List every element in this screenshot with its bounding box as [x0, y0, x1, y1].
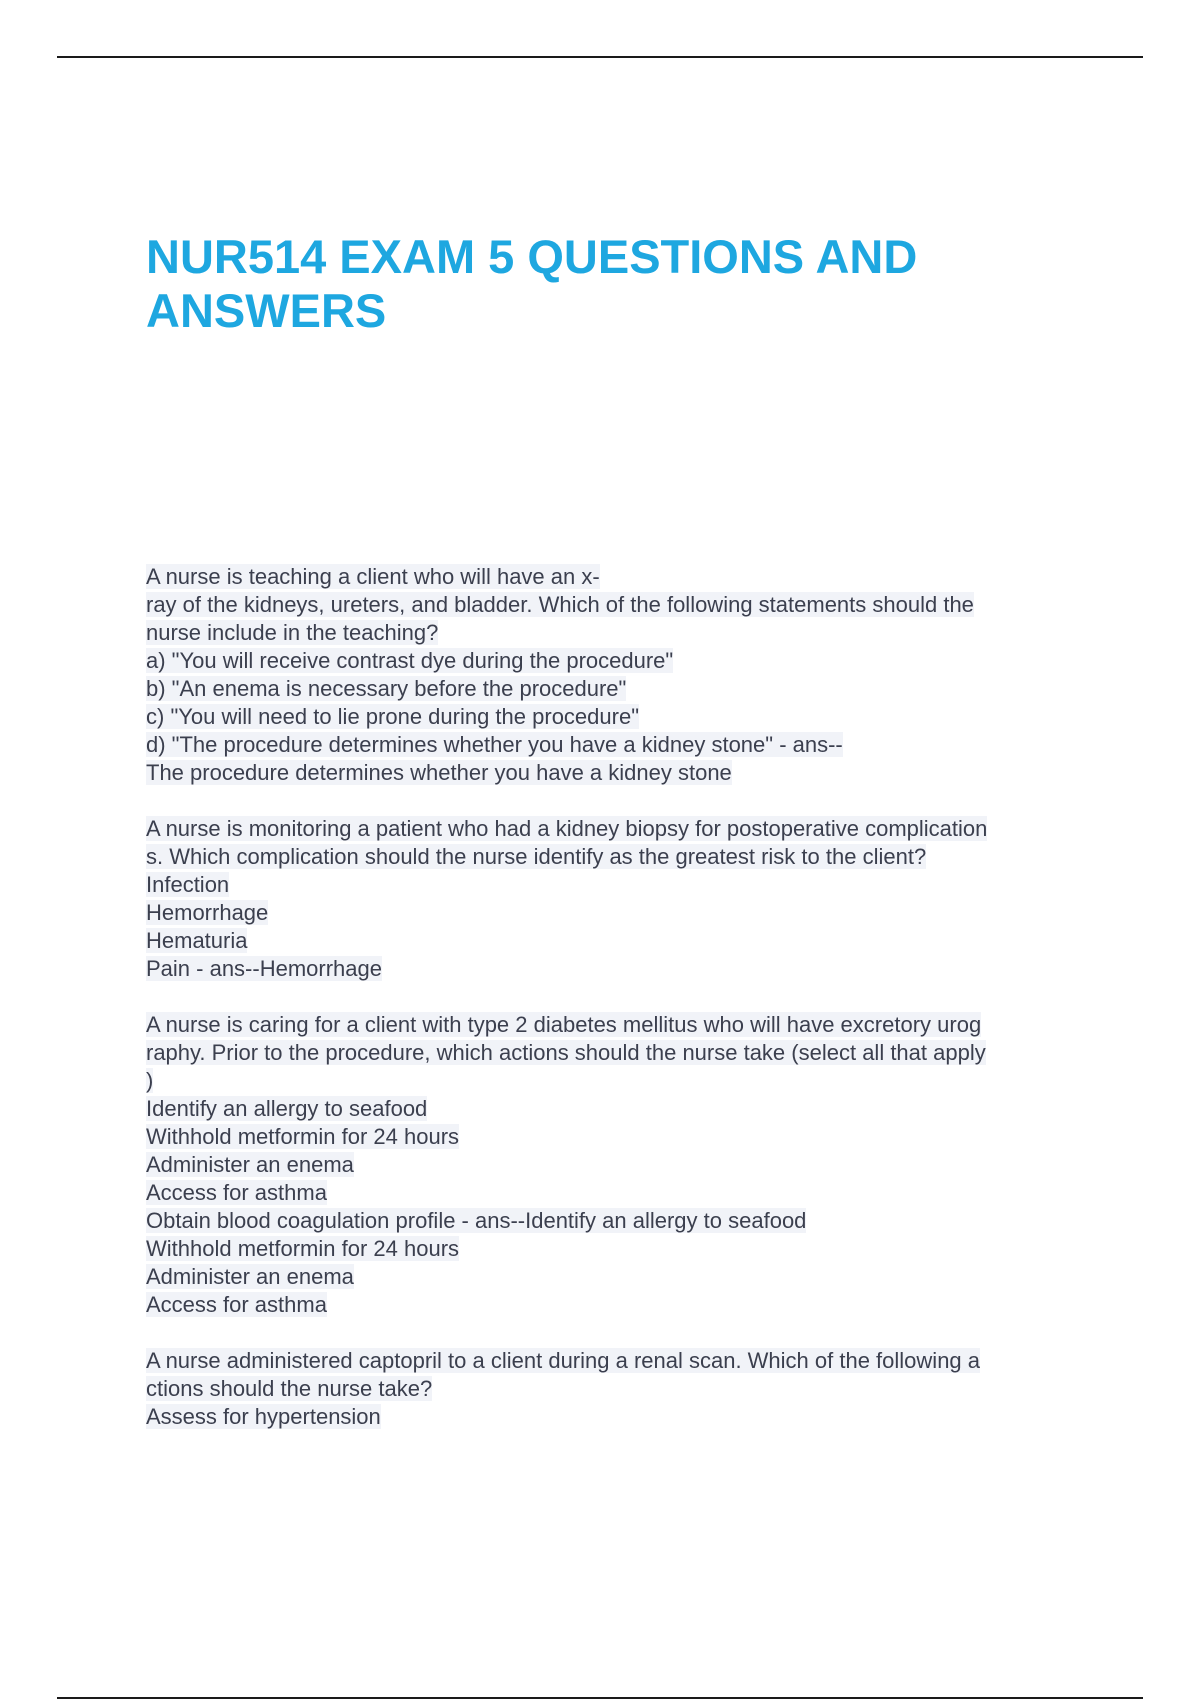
text-line: Assess for hypertension [146, 1404, 381, 1429]
text-line: Obtain blood coagulation profile - ans--Identify an allergy to seafood [146, 1208, 807, 1233]
page-title: NUR514 EXAM 5 QUESTIONS AND ANSWERS [146, 230, 918, 337]
text-line: A nurse administered captopril to a client during a renal scan. Which of the following a [146, 1348, 981, 1373]
text-line: nurse include in the teaching? [146, 620, 439, 645]
text-line: b) "An enema is necessary before the procedure" [146, 676, 627, 701]
text-line: Access for asthma [146, 1180, 327, 1205]
bottom-rule [57, 1697, 1143, 1699]
text-line: A nurse is caring for a client with type 2 diabetes mellitus who will have excretory urog [146, 1012, 982, 1037]
text-line: a) "You will receive contrast dye during the procedure" [146, 648, 674, 673]
text-line: Hemorrhage [146, 900, 269, 925]
text-line: Pain - ans--Hemorrhage [146, 956, 382, 981]
text-line: ray of the kidneys, ureters, and bladder. Which of the following statements should the [146, 592, 974, 617]
text-line: c) "You will need to lie prone during the procedure" [146, 704, 640, 729]
text-line: s. Which complication should the nurse identify as the greatest risk to the client? [146, 844, 927, 869]
text-line: Hematuria [146, 928, 248, 953]
qa-block-3 [146, 1011, 1096, 1319]
text-line: A nurse is teaching a client who will have an x- [146, 564, 600, 589]
top-rule [57, 56, 1143, 58]
text-line: ) [146, 1068, 154, 1093]
text-line: d) "The procedure determines whether you have a kidney stone" - ans-- [146, 732, 843, 757]
qa-block-1 [146, 563, 1096, 787]
text-line: Administer an enema [146, 1264, 354, 1289]
text-line: Identify an allergy to seafood [146, 1096, 428, 1121]
text-line: Infection [146, 872, 230, 897]
text-line: ctions should the nurse take? [146, 1376, 433, 1401]
qa-block-2 [146, 815, 1096, 983]
text-line: Withhold metformin for 24 hours [146, 1124, 460, 1149]
text-line: A nurse is monitoring a patient who had a kidney biopsy for postoperative complication [146, 816, 988, 841]
text-line: raphy. Prior to the procedure, which actions should the nurse take (select all that apply [146, 1040, 986, 1065]
text-line: The procedure determines whether you have a kidney stone [146, 760, 732, 785]
qa-content [146, 563, 1096, 1459]
text-line: Access for asthma [146, 1292, 327, 1317]
text-line: Administer an enema [146, 1152, 354, 1177]
qa-block-4 [146, 1347, 1096, 1431]
text-line: Withhold metformin for 24 hours [146, 1236, 460, 1261]
